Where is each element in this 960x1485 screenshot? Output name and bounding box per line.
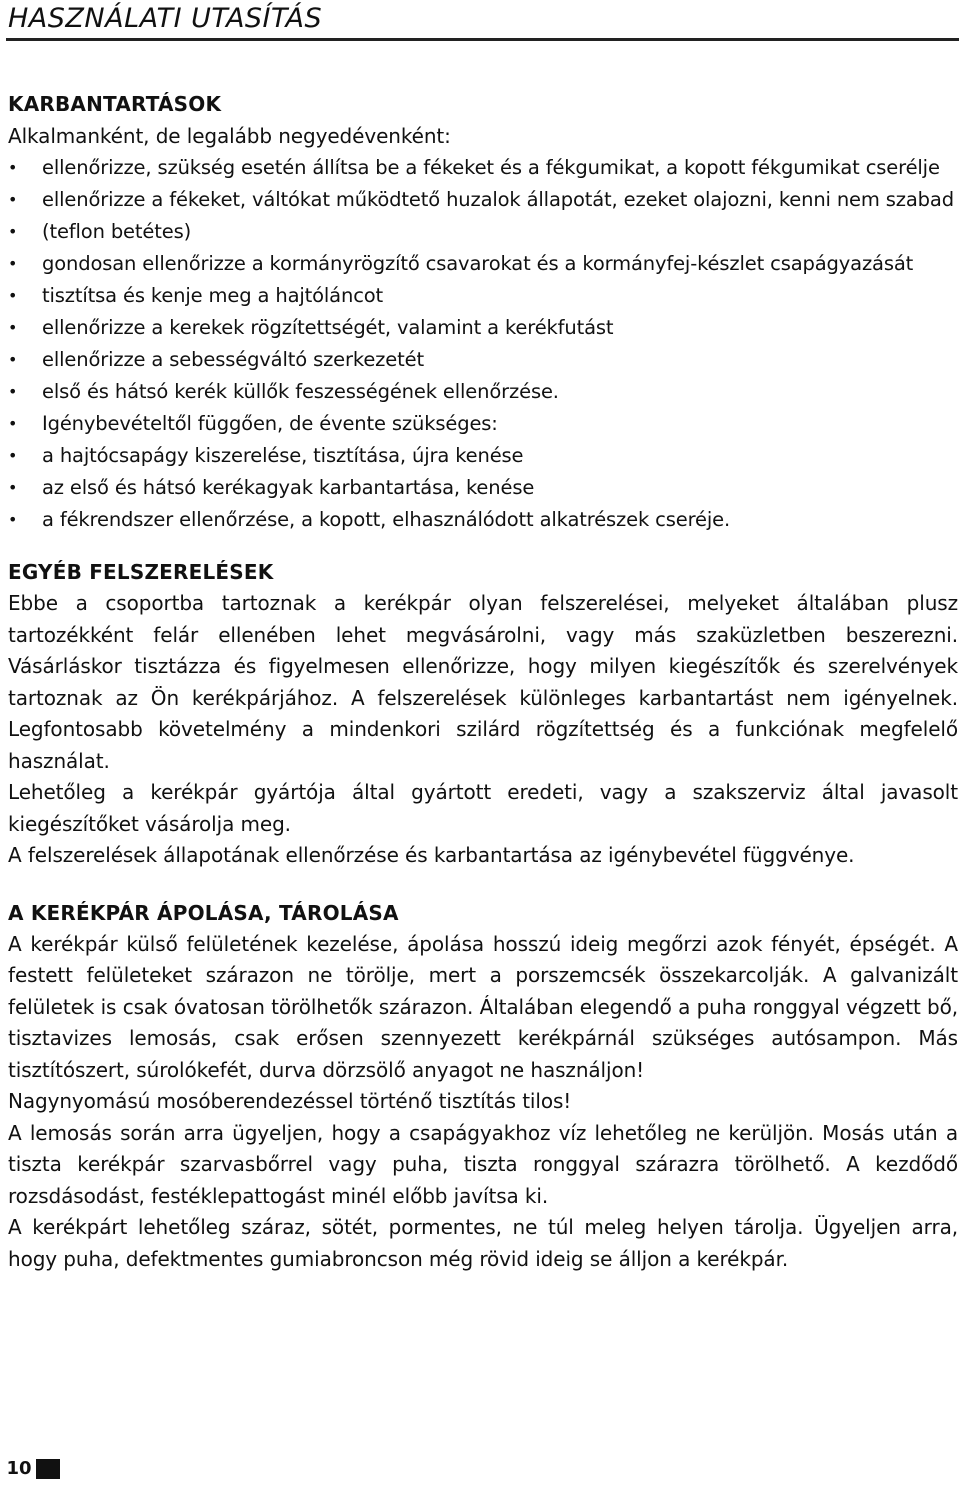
section-spacer	[8, 872, 958, 897]
list-item	[8, 312, 958, 344]
bullet-icon: •	[8, 254, 18, 273]
list-item	[8, 152, 958, 184]
list-item	[8, 408, 958, 440]
list-item-text: első és hátsó kerék küllők feszességének ellenőrzése.	[42, 380, 559, 403]
section-heading-care: A KERÉKPÁR ÁPOLÁSA, TÁROLÁSA	[8, 900, 399, 925]
list-item	[8, 248, 958, 280]
section-spacer	[8, 536, 958, 556]
list-item-text: ellenőrizze, szükség esetén állítsa be a fékeket és a fékgumikat, a kopott fékgumikat cserélje	[42, 156, 940, 179]
list-item-text: ellenőrizze a sebességváltó szerkezetét	[42, 348, 424, 371]
list-item-text: az első és hátsó kerékagyak karbantartása, kenése	[42, 476, 535, 499]
bullet-icon: •	[8, 222, 18, 241]
list-item	[8, 440, 958, 472]
accessories-section	[8, 556, 958, 872]
bullet-icon: •	[8, 510, 18, 529]
bullet-icon: •	[8, 446, 18, 465]
header-divider	[6, 38, 959, 41]
bullet-icon: •	[8, 414, 18, 433]
list-item-text: gondosan ellenőrizze a kormányrögzítő csavarokat és a kormányfej-készlet csapágyazását	[42, 252, 914, 275]
list-item	[8, 280, 958, 312]
accessories-paragraph: Lehetőleg a kerékpár gyártója által gyártott eredeti, vagy a szakszerviz által javasolt kiegészítőket vásárolja meg.	[8, 780, 958, 836]
care-paragraph: A lemosás során arra ügyeljen, hogy a csapágyakhoz víz lehetőleg ne kerüljön. Mosás után a tiszta kerékpár szarvasbőrrel vagy puha, tiszta ronggyal szárazra törölhető. A kezdődő rozsdásodást, festéklepattogást minél előbb javítsa ki.	[8, 1120, 958, 1208]
bullet-icon: •	[8, 286, 18, 305]
list-item-text: Igénybevételtől függően, de évente szükséges:	[42, 412, 498, 435]
list-item	[8, 216, 958, 248]
list-item	[8, 344, 958, 376]
care-paragraph: A kerékpár külső felületének kezelése, ápolása hosszú ideig megőrzi azok fényét, épségét. A festett felületeket szárazon ne törölje, mert a porszemcsék összekarcolják. A galvanizált felületek is csak óvatosan törölhetők szárazon. Általában elegendő a puha ronggyal végzett bő, tisztavizes lemosás, csak erősen szennyezett kerékpárnál szükséges autósampon. Más tisztítószert, súrolókefét, durva dörzsölő anyagot ne használjon!	[8, 931, 958, 1082]
bullet-icon: •	[8, 190, 18, 209]
bullet-icon: •	[8, 158, 18, 177]
care-paragraph: Nagynyomású mosóberendezéssel történő tisztítás tilos!	[8, 1089, 572, 1113]
maintenance-intro: Alkalmanként, de legalább negyedévenként:	[8, 124, 451, 148]
maintenance-section	[8, 88, 958, 536]
page-number-block	[0, 1457, 60, 1481]
list-item-text: a fékrendszer ellenőrzése, a kopott, elhasználódott alkatrészek cseréje.	[42, 508, 731, 531]
list-item-text: ellenőrizze a kerekek rögzítettségét, valamint a kerékfutást	[42, 316, 614, 339]
list-item-text: (teflon betétes)	[42, 220, 192, 243]
list-item	[8, 184, 958, 216]
care-section	[8, 897, 958, 1276]
list-item	[8, 504, 958, 536]
bullet-icon: •	[8, 382, 18, 401]
accessories-paragraph: A felszerelések állapotának ellenőrzése és karbantartása az igénybevétel függvénye.	[8, 843, 855, 867]
accessories-paragraph: Ebbe a csoportba tartoznak a kerékpár olyan felszerelései, melyeket általában plusz tartozékként felár ellenében lehet megvásárolni, vagy más szaküzletben beszerezni. Vásárláskor tisztázza és figyelmesen ellenőrizze, hogy milyen kiegészítők és szerelvények tartoznak az Ön kerékpárjához. A felszerelések különleges karbantartást nem igényelnek. Legfontosabb követelmény a mindenkori szilárd rögzítettség és a funkciónak megfelelő használat.	[8, 591, 958, 773]
page-number-bar	[36, 1459, 60, 1479]
document-body	[8, 88, 958, 1275]
list-item	[8, 472, 958, 504]
page-number: 10	[2, 1457, 36, 1481]
section-heading-accessories: EGYÉB FELSZERELÉSEK	[8, 560, 274, 584]
list-item-text: tisztítsa és kenje meg a hajtóláncot	[42, 284, 384, 307]
document-header-title: HASZNÁLATI UTASÍTÁS	[8, 3, 323, 34]
bullet-icon: •	[8, 318, 18, 337]
bullet-icon: •	[8, 478, 18, 497]
list-item-text: a hajtócsapágy kiszerelése, tisztítása, újra kenése	[42, 444, 524, 467]
care-paragraph: A kerékpárt lehetőleg száraz, sötét, pormentes, ne túl meleg helyen tárolja. Ügyeljen arra, hogy puha, defektmentes gumiabroncson még rövid ideig se álljon a kerékpár.	[8, 1215, 958, 1271]
list-item	[8, 376, 958, 408]
maintenance-list	[8, 152, 958, 536]
list-item-text: ellenőrizze a fékeket, váltókat működtető huzalok állapotát, ezeket olajozni, kenni nem szabad	[42, 188, 954, 211]
bullet-icon: •	[8, 350, 18, 369]
section-heading-maintenance: KARBANTARTÁSOK	[8, 92, 222, 116]
